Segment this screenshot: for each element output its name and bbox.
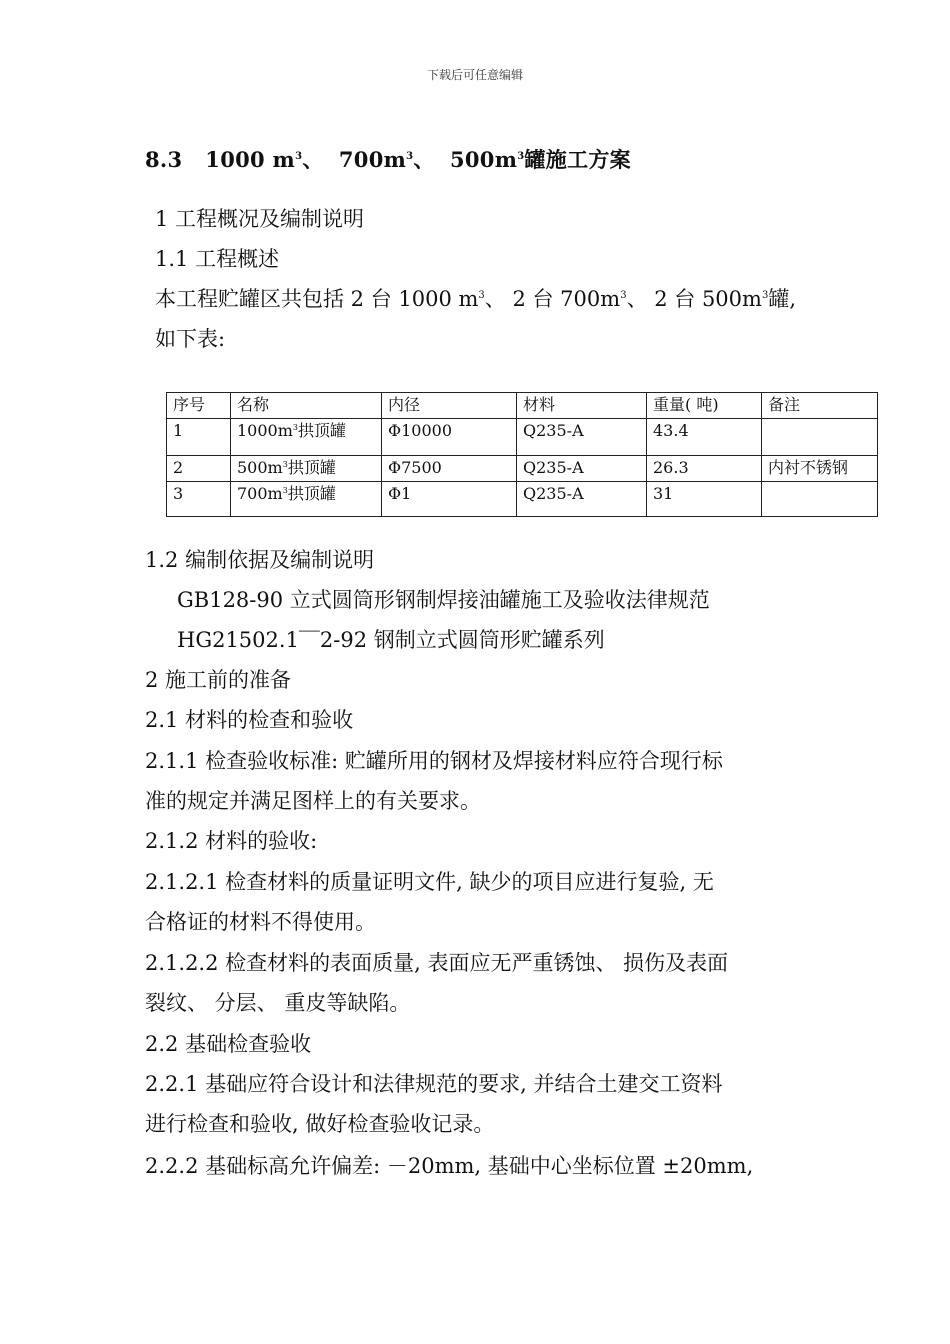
table-row xyxy=(167,482,878,517)
paragraph-line: 2.1.2.2 检查材料的表面质量, 表面应无严重锈蚀、 损伤及表面 xyxy=(145,951,729,975)
title-capacity-2: 700m xyxy=(338,147,407,172)
table-cell-material: Q235-A xyxy=(517,456,647,482)
table-header-cell: 序号 xyxy=(167,393,231,419)
table-cell-weight: 31 xyxy=(647,482,762,517)
superscript: 3 xyxy=(292,423,298,432)
table-cell-no: 3 xyxy=(167,482,231,517)
table-header-cell: 内径 xyxy=(382,393,517,419)
title-superscript: 3 xyxy=(295,151,303,162)
table-cell-name xyxy=(231,482,382,517)
section-heading: 1 工程概况及编制说明 xyxy=(155,207,365,231)
table-header-cell: 备注 xyxy=(762,393,878,419)
section-heading: 1.2 编制依据及编制说明 xyxy=(145,548,375,572)
cell-text: 拱顶罐 xyxy=(287,458,336,477)
table-cell-note xyxy=(762,419,878,456)
title-separator: 、 xyxy=(413,147,435,172)
paragraph-line: 裂纹、 分层、 重皮等缺陷。 xyxy=(145,991,411,1015)
paragraph-line: 准的规定并满足图样上的有关要求。 xyxy=(145,789,481,813)
cell-text: 1000m xyxy=(237,421,293,440)
table-row xyxy=(167,419,878,456)
paragraph-line: 2.1.1 检查验收标准: 贮罐所用的钢材及焊接材料应符合现行标 xyxy=(145,749,723,773)
intro-paragraph-continued: 如下表: xyxy=(155,327,226,351)
paragraph-line: 合格证的材料不得使用。 xyxy=(145,910,376,934)
table-row xyxy=(167,456,878,482)
table-cell-diameter: Φ1 xyxy=(382,482,517,517)
table-cell-diameter: Φ10000 xyxy=(382,419,517,456)
cell-text: 拱顶罐 xyxy=(287,484,336,503)
table-cell-weight: 26.3 xyxy=(647,456,762,482)
table-header-cell: 重量( 吨) xyxy=(647,393,762,419)
section-heading: 2 施工前的准备 xyxy=(145,668,292,692)
title-superscript: 3 xyxy=(406,151,414,162)
cell-text: 500m xyxy=(237,458,283,477)
title-suffix: 罐施工方案 xyxy=(524,147,631,172)
cell-text: 拱顶罐 xyxy=(297,421,346,440)
table-cell-note xyxy=(762,482,878,517)
title-superscript: 3 xyxy=(517,151,525,162)
table-cell-no: 1 xyxy=(167,419,231,456)
table-cell-name xyxy=(231,419,382,456)
table-cell-no: 2 xyxy=(167,456,231,482)
superscript: 3 xyxy=(282,486,288,495)
paragraph-line: 2.2.2 基础标高允许偏差: －20mm, 基础中心坐标位置 ±20mm, xyxy=(145,1154,754,1178)
title-capacity-1: 1000 m xyxy=(205,147,296,172)
table-header-cell: 材料 xyxy=(517,393,647,419)
superscript: 3 xyxy=(282,460,288,469)
reference-standard: HG21502.1‾‾2-92 钢制立式圆筒形贮罐系列 xyxy=(177,628,605,652)
table-cell-material: Q235-A xyxy=(517,482,647,517)
reference-standard: GB128-90 立式圆筒形钢制焊接油罐施工及验收法律规范 xyxy=(177,588,710,612)
subsection-heading: 2.1.2 材料的验收: xyxy=(145,829,318,853)
table-cell-weight: 43.4 xyxy=(647,419,762,456)
table-header-cell: 名称 xyxy=(231,393,382,419)
intro-text: 本工程贮罐区共包括 2 台 1000 m xyxy=(155,287,479,311)
intro-text: 罐, xyxy=(768,287,797,311)
superscript: 3 xyxy=(478,290,485,301)
table-header-row xyxy=(167,393,878,419)
subsection-heading: 1.1 工程概述 xyxy=(155,247,280,271)
table-cell-note: 内衬不锈钢 xyxy=(762,456,878,482)
header-note: 下载后可任意编辑 xyxy=(426,68,523,82)
superscript: 3 xyxy=(620,290,627,301)
superscript: 3 xyxy=(761,290,769,301)
title-separator: 、 xyxy=(302,147,324,172)
intro-paragraph xyxy=(155,284,796,314)
intro-text: 、 2 台 500m xyxy=(626,287,762,311)
table-cell-material: Q235-A xyxy=(517,419,647,456)
title-capacity-3: 500m xyxy=(449,147,518,172)
subsection-heading: 2.2 基础检查验收 xyxy=(145,1032,312,1056)
paragraph-line: 进行检查和验收, 做好检查验收记录。 xyxy=(145,1112,495,1136)
table-cell-name xyxy=(231,456,382,482)
document-title xyxy=(145,144,631,174)
title-number: 8.3 xyxy=(145,147,183,172)
paragraph-line: 2.2.1 基础应符合设计和法律规范的要求, 并结合土建交工资料 xyxy=(145,1072,723,1096)
tank-spec-table xyxy=(166,392,878,517)
cell-text: 700m xyxy=(237,484,283,503)
subsection-heading: 2.1 材料的检查和验收 xyxy=(145,708,354,732)
paragraph-line: 2.1.2.1 检查材料的质量证明文件, 缺少的项目应进行复验, 无 xyxy=(145,870,714,894)
table-cell-diameter: Φ7500 xyxy=(382,456,517,482)
intro-text: 、 2 台 700m xyxy=(484,287,621,311)
